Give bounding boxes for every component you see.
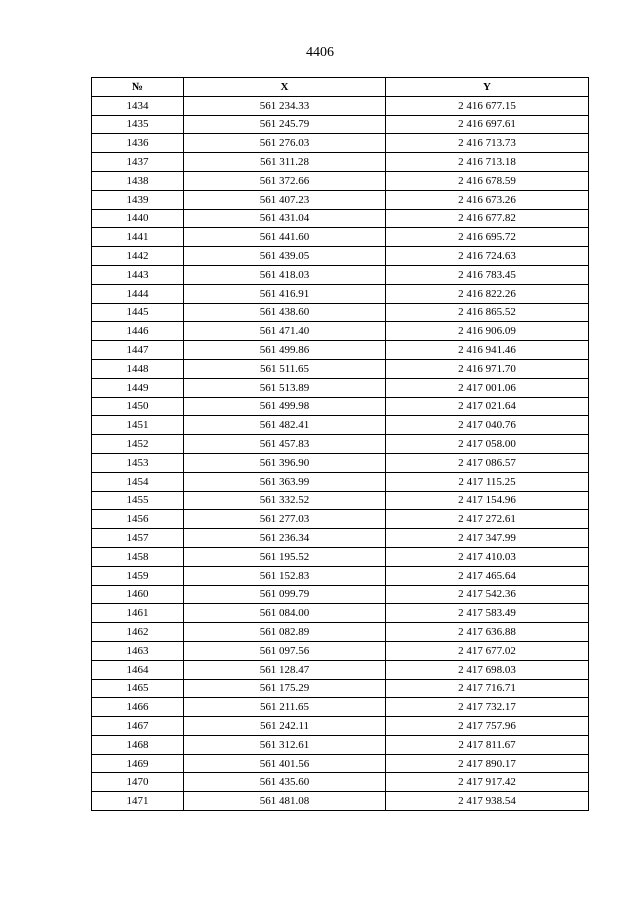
cell-number: 1471 <box>92 792 184 811</box>
table-row <box>92 341 589 360</box>
cell-x: 561 195.52 <box>184 547 386 566</box>
cell-y: 2 416 678.59 <box>386 171 589 190</box>
cell-y: 2 417 465.64 <box>386 566 589 585</box>
header-row <box>92 78 589 97</box>
table-row <box>92 773 589 792</box>
table-row <box>92 190 589 209</box>
cell-x: 561 511.65 <box>184 359 386 378</box>
cell-number: 1443 <box>92 265 184 284</box>
cell-y: 2 416 677.82 <box>386 209 589 228</box>
cell-x: 561 431.04 <box>184 209 386 228</box>
table-row <box>92 491 589 510</box>
cell-y: 2 416 971.70 <box>386 359 589 378</box>
cell-number: 1451 <box>92 416 184 435</box>
cell-x: 561 128.47 <box>184 660 386 679</box>
cell-x: 561 435.60 <box>184 773 386 792</box>
table-row <box>92 453 589 472</box>
coordinates-table <box>91 77 589 811</box>
table-row <box>92 698 589 717</box>
cell-number: 1467 <box>92 717 184 736</box>
table-row <box>92 284 589 303</box>
cell-x: 561 363.99 <box>184 472 386 491</box>
cell-x: 561 099.79 <box>184 585 386 604</box>
cell-y: 2 416 783.45 <box>386 265 589 284</box>
cell-number: 1455 <box>92 491 184 510</box>
cell-number: 1458 <box>92 547 184 566</box>
cell-x: 561 097.56 <box>184 641 386 660</box>
cell-y: 2 417 698.03 <box>386 660 589 679</box>
table-row <box>92 378 589 397</box>
cell-x: 561 481.08 <box>184 792 386 811</box>
cell-number: 1445 <box>92 303 184 322</box>
cell-x: 561 407.23 <box>184 190 386 209</box>
cell-number: 1453 <box>92 453 184 472</box>
cell-number: 1469 <box>92 754 184 773</box>
cell-number: 1444 <box>92 284 184 303</box>
cell-y: 2 417 154.96 <box>386 491 589 510</box>
table-row <box>92 717 589 736</box>
cell-y: 2 416 677.15 <box>386 96 589 115</box>
table-row <box>92 322 589 341</box>
cell-number: 1459 <box>92 566 184 585</box>
cell-y: 2 417 757.96 <box>386 717 589 736</box>
table-row <box>92 134 589 153</box>
cell-x: 561 276.03 <box>184 134 386 153</box>
cell-number: 1462 <box>92 623 184 642</box>
cell-x: 561 401.56 <box>184 754 386 773</box>
table-row <box>92 641 589 660</box>
table-row <box>92 679 589 698</box>
cell-x: 561 482.41 <box>184 416 386 435</box>
table-row <box>92 209 589 228</box>
table-row <box>92 623 589 642</box>
cell-number: 1440 <box>92 209 184 228</box>
table-row <box>92 735 589 754</box>
table-row <box>92 547 589 566</box>
cell-y: 2 416 697.61 <box>386 115 589 134</box>
table-row <box>92 792 589 811</box>
cell-x: 561 418.03 <box>184 265 386 284</box>
table-row <box>92 115 589 134</box>
cell-x: 561 245.79 <box>184 115 386 134</box>
table-row <box>92 510 589 529</box>
cell-x: 561 499.98 <box>184 397 386 416</box>
cell-x: 561 242.11 <box>184 717 386 736</box>
cell-y: 2 416 673.26 <box>386 190 589 209</box>
cell-number: 1446 <box>92 322 184 341</box>
cell-y: 2 417 410.03 <box>386 547 589 566</box>
cell-x: 561 416.91 <box>184 284 386 303</box>
cell-x: 561 513.89 <box>184 378 386 397</box>
table-row <box>92 472 589 491</box>
cell-y: 2 417 040.76 <box>386 416 589 435</box>
page-number: 4406 <box>306 45 334 60</box>
cell-x: 561 234.33 <box>184 96 386 115</box>
cell-number: 1461 <box>92 604 184 623</box>
cell-number: 1434 <box>92 96 184 115</box>
cell-y: 2 417 542.36 <box>386 585 589 604</box>
cell-y: 2 417 115.25 <box>386 472 589 491</box>
table-row <box>92 247 589 266</box>
cell-x: 561 277.03 <box>184 510 386 529</box>
cell-y: 2 416 941.46 <box>386 341 589 360</box>
table-row <box>92 754 589 773</box>
cell-y: 2 416 713.73 <box>386 134 589 153</box>
cell-number: 1464 <box>92 660 184 679</box>
cell-x: 561 311.28 <box>184 153 386 172</box>
cell-y: 2 417 001.06 <box>386 378 589 397</box>
cell-y: 2 417 917.42 <box>386 773 589 792</box>
cell-y: 2 416 906.09 <box>386 322 589 341</box>
header-x: X <box>184 78 386 97</box>
cell-y: 2 417 058.00 <box>386 435 589 454</box>
cell-y: 2 417 636.88 <box>386 623 589 642</box>
cell-number: 1435 <box>92 115 184 134</box>
cell-x: 561 372.66 <box>184 171 386 190</box>
cell-number: 1468 <box>92 735 184 754</box>
cell-number: 1457 <box>92 529 184 548</box>
table-row <box>92 96 589 115</box>
cell-x: 561 471.40 <box>184 322 386 341</box>
table-body <box>92 96 589 810</box>
table-row <box>92 604 589 623</box>
table-row <box>92 585 589 604</box>
cell-y: 2 417 021.64 <box>386 397 589 416</box>
cell-y: 2 417 938.54 <box>386 792 589 811</box>
cell-number: 1465 <box>92 679 184 698</box>
cell-x: 561 152.83 <box>184 566 386 585</box>
table-row <box>92 566 589 585</box>
cell-x: 561 332.52 <box>184 491 386 510</box>
table-row <box>92 416 589 435</box>
cell-y: 2 416 865.52 <box>386 303 589 322</box>
cell-number: 1450 <box>92 397 184 416</box>
cell-number: 1442 <box>92 247 184 266</box>
table-row <box>92 265 589 284</box>
table-header <box>92 78 589 97</box>
cell-x: 561 457.83 <box>184 435 386 454</box>
table-row <box>92 171 589 190</box>
cell-x: 561 396.90 <box>184 453 386 472</box>
cell-y: 2 417 583.49 <box>386 604 589 623</box>
table-row <box>92 153 589 172</box>
cell-x: 561 211.65 <box>184 698 386 717</box>
table-row <box>92 397 589 416</box>
table-row <box>92 529 589 548</box>
cell-number: 1452 <box>92 435 184 454</box>
cell-y: 2 417 347.99 <box>386 529 589 548</box>
cell-x: 561 499.86 <box>184 341 386 360</box>
table-row <box>92 660 589 679</box>
cell-x: 561 312.61 <box>184 735 386 754</box>
cell-y: 2 416 713.18 <box>386 153 589 172</box>
cell-x: 561 439.05 <box>184 247 386 266</box>
cell-y: 2 417 677.02 <box>386 641 589 660</box>
cell-y: 2 417 890.17 <box>386 754 589 773</box>
cell-number: 1466 <box>92 698 184 717</box>
cell-x: 561 084.00 <box>184 604 386 623</box>
header-y: Y <box>386 78 589 97</box>
cell-x: 561 175.29 <box>184 679 386 698</box>
cell-number: 1456 <box>92 510 184 529</box>
cell-number: 1439 <box>92 190 184 209</box>
cell-y: 2 416 724.63 <box>386 247 589 266</box>
cell-y: 2 417 811.67 <box>386 735 589 754</box>
cell-y: 2 417 086.57 <box>386 453 589 472</box>
cell-number: 1449 <box>92 378 184 397</box>
cell-x: 561 236.34 <box>184 529 386 548</box>
header-number: № <box>92 78 184 97</box>
cell-y: 2 416 822.26 <box>386 284 589 303</box>
cell-number: 1454 <box>92 472 184 491</box>
cell-y: 2 416 695.72 <box>386 228 589 247</box>
cell-number: 1447 <box>92 341 184 360</box>
cell-number: 1463 <box>92 641 184 660</box>
table-row <box>92 435 589 454</box>
cell-number: 1448 <box>92 359 184 378</box>
cell-number: 1438 <box>92 171 184 190</box>
cell-x: 561 082.89 <box>184 623 386 642</box>
cell-y: 2 417 716.71 <box>386 679 589 698</box>
table-row <box>92 228 589 247</box>
cell-number: 1470 <box>92 773 184 792</box>
cell-x: 561 441.60 <box>184 228 386 247</box>
cell-number: 1437 <box>92 153 184 172</box>
table-row <box>92 359 589 378</box>
cell-y: 2 417 732.17 <box>386 698 589 717</box>
cell-number: 1460 <box>92 585 184 604</box>
cell-number: 1436 <box>92 134 184 153</box>
table-row <box>92 303 589 322</box>
cell-number: 1441 <box>92 228 184 247</box>
cell-y: 2 417 272.61 <box>386 510 589 529</box>
cell-x: 561 438.60 <box>184 303 386 322</box>
